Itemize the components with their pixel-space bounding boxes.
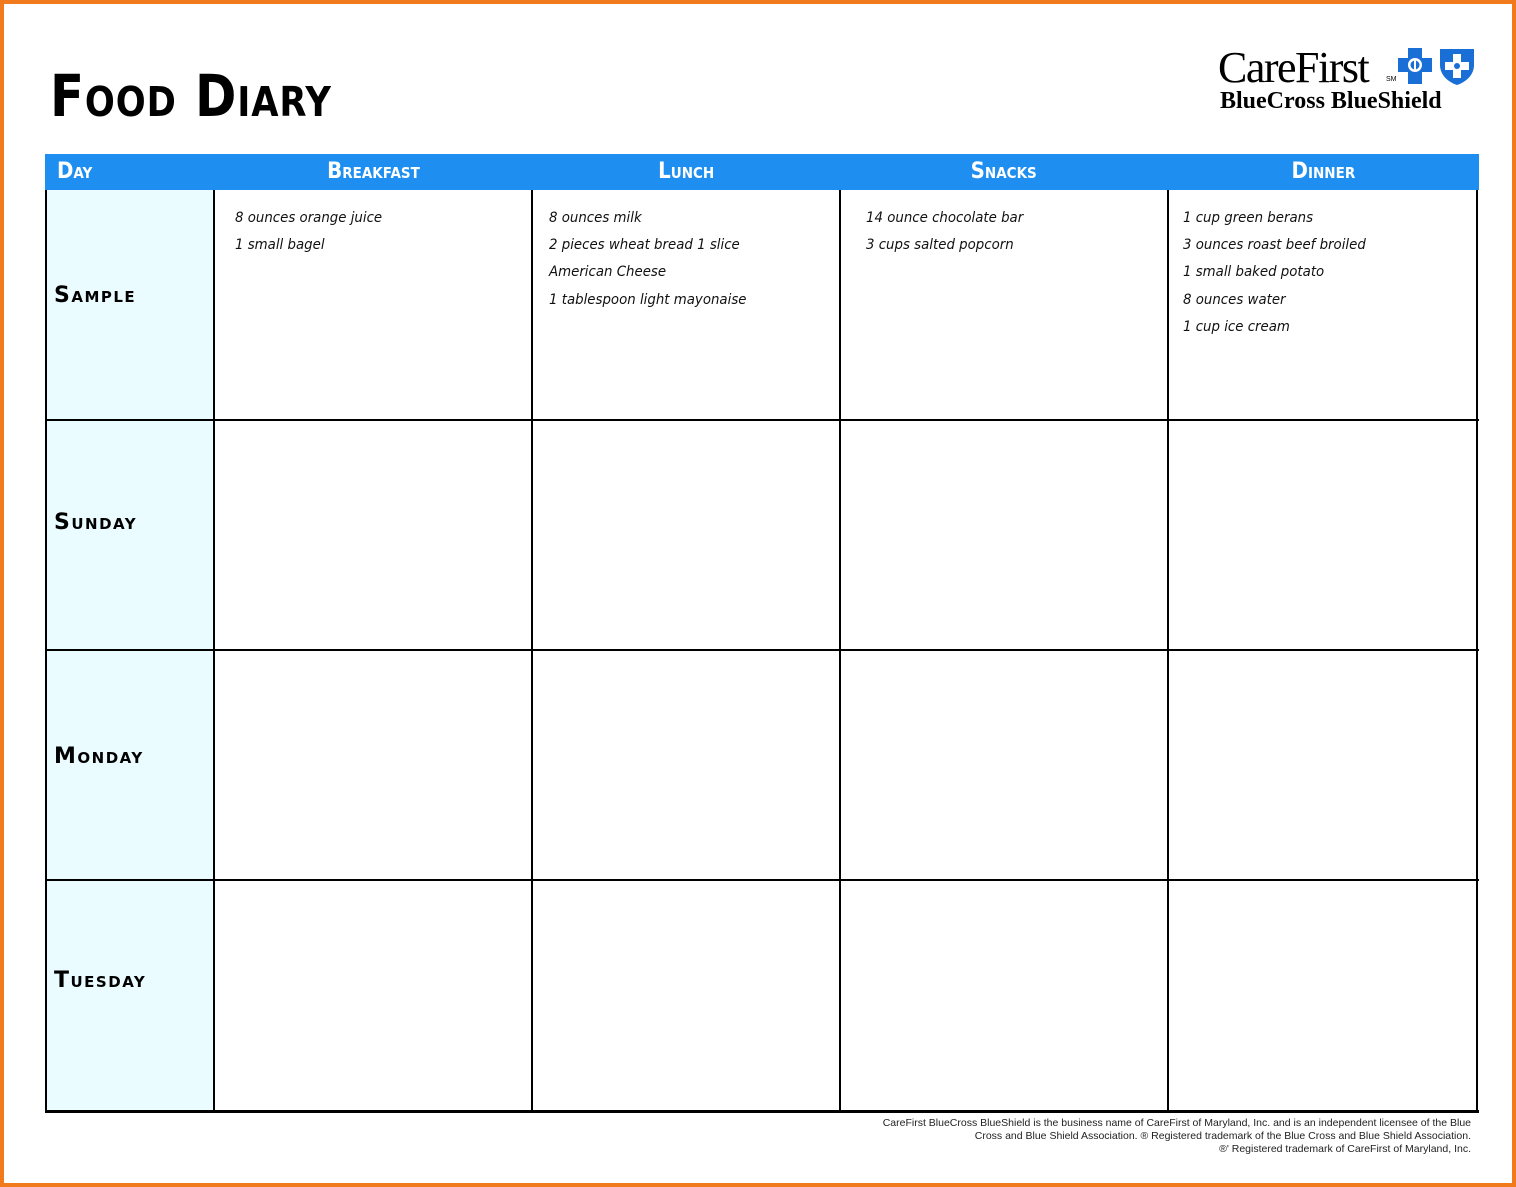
logo-trademark: SM — [1386, 76, 1397, 83]
entry-line: 1 cup green berans — [1183, 210, 1314, 226]
grid-line — [45, 879, 1479, 881]
entry-line: 8 ounces milk — [549, 210, 642, 226]
cell-sample-lunch — [549, 205, 746, 314]
blue-cross-icon — [1398, 48, 1432, 84]
day-label-sunday: Sunday — [54, 510, 138, 535]
footnote-line: CareFirst BlueCross BlueShield is the business name of CareFirst of Maryland, Inc. and is an independent licensee of the Blue — [882, 1117, 1471, 1129]
entry-line: 8 ounces water — [1183, 291, 1286, 308]
entry-line: 2 pieces wheat bread 1 slice — [549, 237, 740, 254]
grid-line — [45, 649, 1479, 651]
logo-marks — [1396, 46, 1478, 86]
entry-line: 3 ounces roast beef broiled — [1183, 237, 1366, 254]
logo-wordmark: CareFirst — [1218, 43, 1369, 92]
carefirst-logo — [1218, 42, 1478, 114]
day-label-tuesday: Tuesday — [54, 968, 147, 993]
entry-line: American Cheese — [549, 264, 667, 281]
entry-line: 1 cup ice cream — [1183, 318, 1290, 335]
day-label-monday: Monday — [54, 744, 144, 769]
legal-footnote — [771, 1117, 1471, 1156]
grid-line — [45, 190, 47, 1112]
entry-line: 8 ounces orange juice — [235, 210, 383, 226]
grid-line — [213, 190, 215, 1112]
logo-subtitle: BlueCross BlueShield — [1220, 88, 1442, 114]
grid-line — [45, 1110, 1479, 1113]
grid-line — [45, 419, 1479, 421]
footnote-line: Cross and Blue Shield Association. ® Registered trademark of the Blue Cross and Blue Shield Association. — [974, 1130, 1471, 1142]
grid-line — [1476, 190, 1478, 1112]
page-title: Food Diary — [50, 62, 332, 130]
footnote-line: ®' Registered trademark of CareFirst of Maryland, Inc. — [1219, 1143, 1471, 1155]
cell-sample-dinner — [1183, 205, 1366, 341]
cell-sample-snacks — [866, 205, 1023, 259]
food-diary-table — [45, 154, 1479, 1114]
grid-line — [1167, 190, 1169, 1112]
column-header-snacks: Snacks — [840, 154, 1167, 190]
column-header-dinner: Dinner — [1167, 154, 1479, 190]
grid-line — [531, 190, 533, 1112]
entry-line: 1 small bagel — [235, 237, 325, 254]
column-header-lunch: Lunch — [532, 154, 840, 190]
column-header-day: Day — [45, 154, 214, 190]
entry-line: 1 small baked potato — [1183, 264, 1325, 281]
blue-shield-icon — [1440, 49, 1474, 85]
day-label-sample: Sample — [54, 283, 137, 308]
cell-sample-breakfast — [235, 205, 382, 259]
entry-line: 1 tablespoon light mayonaise — [549, 291, 747, 308]
grid-line — [839, 190, 841, 1112]
entry-line: 14 ounce chocolate bar — [866, 210, 1024, 226]
entry-line: 3 cups salted popcorn — [866, 237, 1014, 254]
column-header-breakfast: Breakfast — [214, 154, 532, 190]
